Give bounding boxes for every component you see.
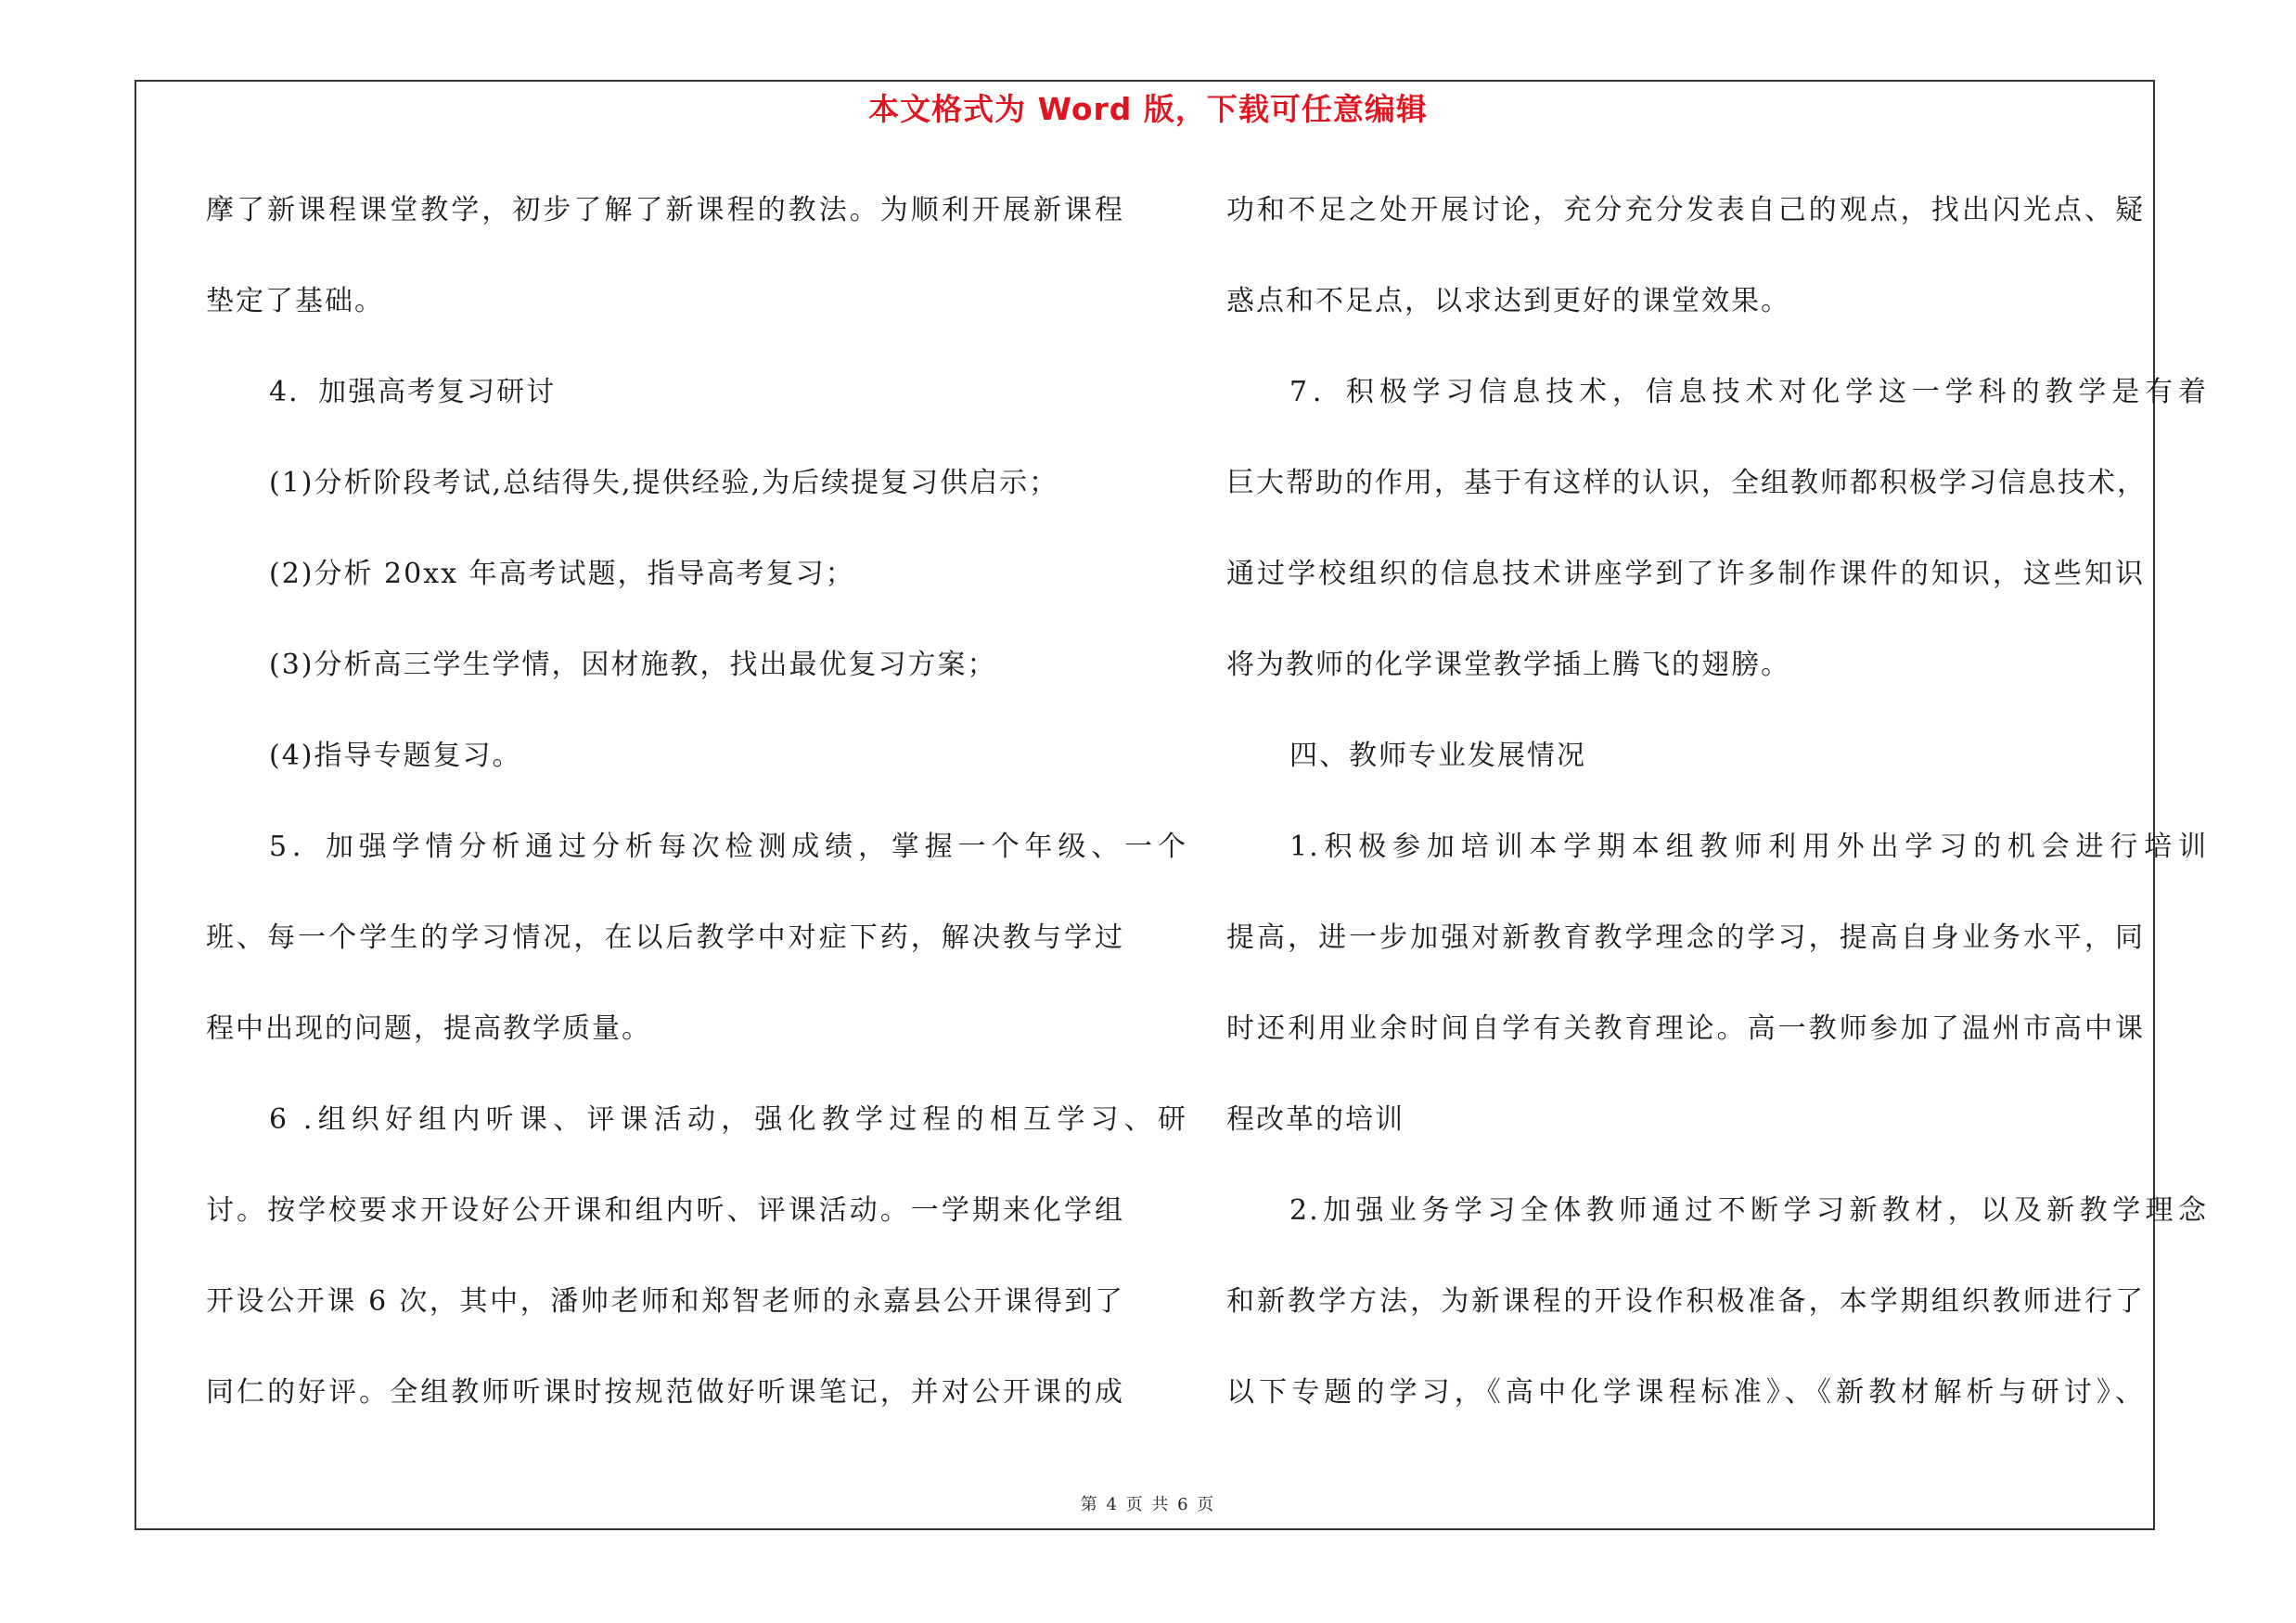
paragraph-line: 将为教师的化学课堂教学插上腾飞的翅膀。: [1226, 649, 1790, 681]
paragraph-line: 1.积极参加培训本学期本组教师利用外出学习的机会进行培训: [1289, 831, 2208, 863]
list-item: (2)分析 20xx 年高考试题，指导高考复习；: [269, 558, 855, 590]
paragraph-line: 5．加强学情分析通过分析每次检测成绩，掌握一个年级、一个: [269, 831, 1187, 863]
paragraph-line: 开设公开课 6 次，其中，潘帅老师和郑智老师的永嘉县公开课得到了: [206, 1285, 1124, 1318]
paragraph-line: 时还利用业余时间自学有关教育理论。高一教师参加了温州市高中课: [1226, 1012, 2145, 1045]
paragraph-line: 垫定了基础。: [206, 285, 384, 317]
paragraph-line: 以下专题的学习，《高中化学课程标准》、《新教材解析与研讨》、: [1226, 1376, 2145, 1409]
format-notice-banner: 本文格式为 Word 版，下载可任意编辑: [868, 91, 1428, 127]
list-item: (4)指导专题复习。: [269, 740, 522, 772]
right-text-column: [1226, 184, 2208, 1457]
paragraph-line: 7．积极学习信息技术，信息技术对化学这一学科的教学是有着: [1289, 376, 2208, 408]
paragraph-line: 巨大帮助的作用，基于有这样的认识，全组教师都积极学习信息技术，: [1226, 467, 2147, 499]
paragraph-line: 程中出现的问题，提高教学质量。: [206, 1012, 651, 1045]
left-text-column: [206, 184, 1187, 1457]
list-item: (3)分析高三学生学情，因材施教，找出最优复习方案；: [269, 649, 997, 681]
paragraph-line: 程改革的培训: [1226, 1103, 1405, 1136]
paragraph-line: 提高，进一步加强对新教育教学理念的学习，提高自身业务水平，同: [1226, 921, 2145, 954]
paragraph-line: 通过学校组织的信息技术讲座学到了许多制作课件的知识，这些知识: [1226, 558, 2145, 590]
paragraph-line: 功和不足之处开展讨论，充分充分发表自己的观点，找出闪光点、疑: [1226, 194, 2145, 226]
section-heading: 四、教师专业发展情况: [1289, 740, 1586, 772]
paragraph-line: 2.加强业务学习全体教师通过不断学习新教材，以及新教学理念: [1289, 1194, 2208, 1227]
paragraph-line: 6 .组织好组内听课、评课活动，强化教学过程的相互学习、研: [269, 1103, 1187, 1136]
section-heading: 4．加强高考复习研讨: [269, 376, 557, 408]
paragraph-line: 惑点和不足点，以求达到更好的课堂效果。: [1226, 285, 1790, 317]
list-item: (1)分析阶段考试,总结得失,提供经验,为后续提复习供启示；: [269, 467, 1059, 499]
paragraph-line: 讨。按学校要求开设好公开课和组内听、评课活动。一学期来化学组: [206, 1194, 1124, 1227]
paragraph-line: 和新教学方法，为新课程的开设作积极准备，本学期组织教师进行了: [1226, 1285, 2145, 1318]
paragraph-line: 班、每一个学生的学习情况，在以后教学中对症下药，解决教与学过: [206, 921, 1124, 954]
paragraph-line: 摩了新课程课堂教学，初步了解了新课程的教法。为顺利开展新课程: [206, 194, 1124, 226]
paragraph-line: 同仁的好评。全组教师听课时按规范做好听课笔记，并对公开课的成: [206, 1376, 1124, 1409]
page-number: 第 4 页 共 6 页: [1080, 1495, 1216, 1514]
